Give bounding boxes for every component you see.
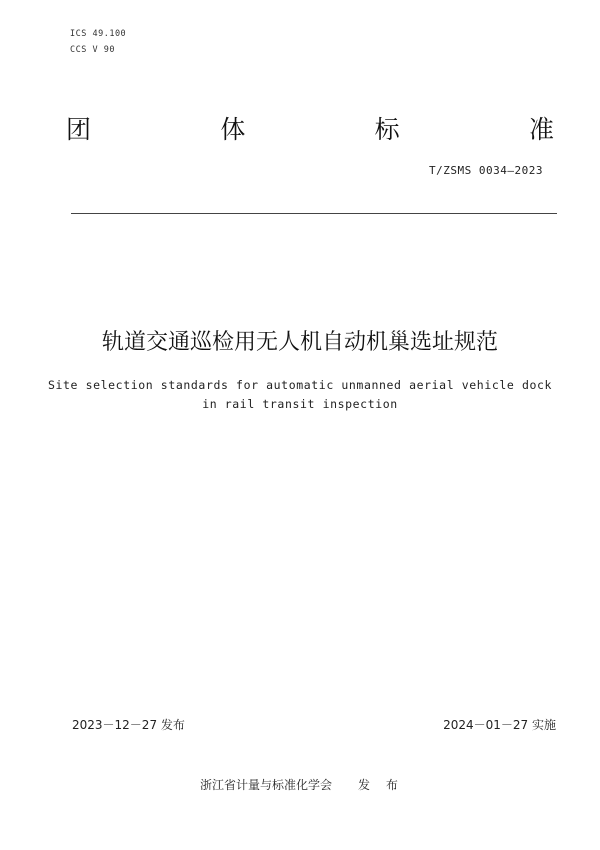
document-title-cn: 轨道交通巡检用无人机自动机巢选址规范 [101, 330, 498, 355]
title-en-line-1: Site selection standards for automatic unmanned aerial vehicle dock [47, 378, 553, 392]
ccs-code: CCS V 90 [70, 45, 115, 55]
heading-char-4: 准 [528, 115, 554, 144]
implementation-date: 2024－01－27 实施 [443, 718, 556, 732]
ics-code: ICS 49.100 [70, 29, 127, 39]
standard-type-heading [66, 113, 554, 147]
heading-char-3: 标 [374, 115, 400, 144]
header-divider [71, 213, 557, 214]
document-title-en [40, 376, 560, 414]
publisher-line [200, 776, 404, 793]
heading-char-2: 体 [220, 115, 246, 144]
standard-number: T/ZSMS 0034—2023 [429, 164, 543, 177]
publisher-action: 发 布 [358, 778, 404, 792]
release-date: 2023－12－27 发布 [72, 718, 185, 732]
publisher-name: 浙江省计量与标准化学会 [200, 778, 333, 792]
title-en-line-2: in rail transit inspection [202, 397, 398, 411]
heading-char-1: 团 [66, 115, 92, 144]
